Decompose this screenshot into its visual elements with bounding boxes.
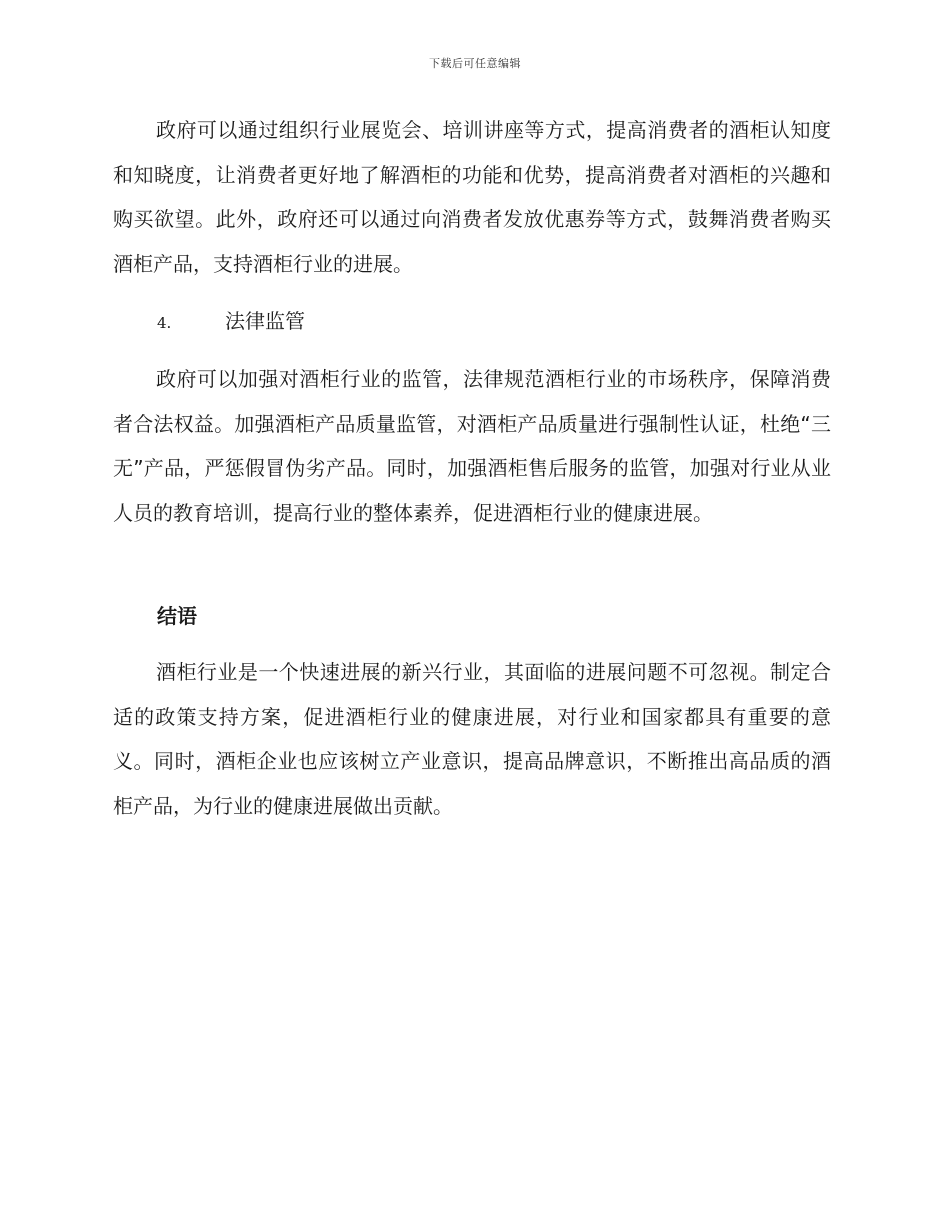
- section-title: 法律监管: [225, 309, 305, 333]
- conclusion-heading: 结语: [157, 604, 197, 628]
- body-paragraph-government-promotion: 政府可以通过组织行业展览会、培训讲座等方式，提高消费者的酒柜认知度和知晓度，让消费者更好地了解酒柜的功能和优势，提高消费者对酒柜的兴趣和购买欲望。此外，政府还可以通过向消费者发放优惠券等方式，鼓舞消费者购买酒柜产品，支持酒柜行业的进展。: [113, 118, 831, 276]
- header-note: 下载后可任意编辑: [429, 57, 521, 70]
- body-paragraph-legal-supervision: 政府可以加强对酒柜行业的监管，法律规范酒柜行业的市场秩序，保障消费者合法权益。加强酒柜产品质量监管，对酒柜产品质量进行强制性认证，杜绝“三无”产品，严惩假冒伪劣产品。同时，加强酒柜售后服务的监管，加强对行业从业人员的教育培训，提高行业的整体素养，促进酒柜行业的健康进展。: [113, 367, 831, 525]
- section-number: 4.: [157, 314, 172, 332]
- section-heading-legal-supervision: [157, 306, 305, 338]
- body-paragraph-conclusion: 酒柜行业是一个快速进展的新兴行业，其面临的进展问题不可忽视。制定合适的政策支持方案，促进酒柜行业的健康进展，对行业和国家都具有重要的意义。同时，酒柜企业也应该树立产业意识，提高品牌意识，不断推出高品质的酒柜产品，为行业的健康进展做出贡献。: [113, 660, 831, 818]
